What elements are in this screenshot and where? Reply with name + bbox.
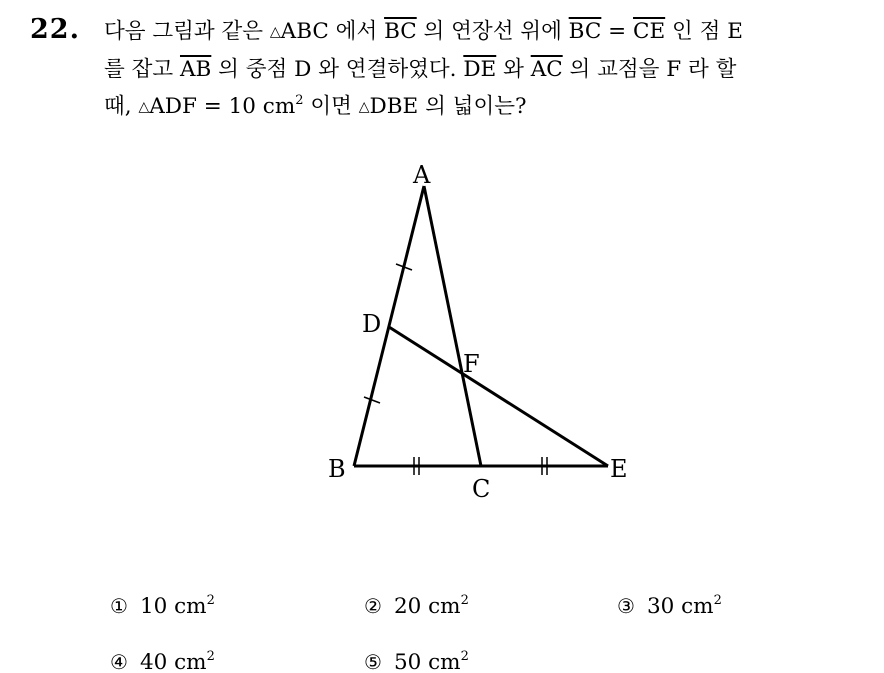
text-segment: 이면 [303, 94, 359, 119]
segment-ab: $\overline{AB}$ [179, 57, 212, 82]
point-label-d: D [362, 310, 382, 338]
text-segment: 와 [496, 57, 531, 82]
choice-marker: ④ [110, 650, 128, 673]
segment-bc: $\overline{BC}$ [384, 19, 417, 44]
question-number: 22. [30, 14, 80, 45]
choice-2[interactable] [364, 593, 469, 619]
text-segment: ADF = 10 cm [149, 94, 296, 119]
exponent: 2 [206, 593, 215, 608]
text-segment: 인 점 E [665, 19, 743, 44]
segment-de-line [389, 327, 608, 466]
exponent: 2 [460, 649, 469, 664]
choice-marker: ⑤ [364, 650, 382, 673]
segment-ce: $\overline{CE}$ [633, 19, 666, 44]
choice-marker: ① [110, 594, 128, 618]
exponent: 2 [295, 93, 304, 108]
exponent: 2 [460, 593, 469, 608]
choice-marker: ② [364, 594, 382, 618]
text-segment: DBE 의 넓이는? [369, 94, 527, 119]
exponent: 2 [713, 593, 722, 608]
text-segment: = [601, 19, 634, 44]
text-segment: ABC 에서 [280, 19, 385, 44]
triangle-diagram [300, 155, 660, 515]
point-label-f: F [463, 350, 480, 378]
segment-bc: $\overline{BC}$ [568, 19, 602, 44]
triangle-symbol: △ [138, 99, 150, 115]
point-label-b: B [328, 455, 346, 483]
text-segment: 다음 그림과 같은 [104, 19, 270, 44]
choice-3[interactable] [617, 593, 722, 619]
choice-value: 30 cm [646, 594, 714, 619]
choice-value: 40 cm [139, 650, 207, 673]
segment-ac: $\overline{AC}$ [530, 57, 563, 82]
point-label-a: A [413, 161, 431, 189]
segment-ac-line [424, 186, 481, 466]
text-segment: 를 잡고 [104, 57, 180, 82]
geometry-figure [300, 155, 660, 515]
exponent: 2 [206, 649, 215, 664]
choice-1[interactable] [110, 593, 215, 619]
choice-marker: ③ [617, 594, 635, 618]
point-label-e: E [610, 455, 628, 483]
triangle-symbol: △ [358, 99, 370, 115]
question-text-line-2 [104, 59, 736, 81]
choice-4[interactable] [110, 649, 215, 673]
question-text-line-1 [104, 21, 743, 43]
text-segment: 의 연장선 위에 [416, 19, 569, 44]
choice-value: 20 cm [393, 594, 461, 619]
segment-de: $\overline{DE}$ [463, 57, 497, 82]
text-segment: 의 중점 D 와 연결하였다. [211, 57, 464, 82]
triangle-symbol: △ [269, 24, 281, 40]
choice-5[interactable] [364, 649, 469, 673]
text-segment: 때, [104, 94, 139, 119]
point-label-c: C [472, 475, 491, 503]
choice-value: 50 cm [393, 650, 461, 673]
question-text-line-3 [104, 93, 527, 119]
choice-value: 10 cm [139, 594, 207, 619]
text-segment: 의 교점을 F 라 할 [562, 57, 737, 82]
